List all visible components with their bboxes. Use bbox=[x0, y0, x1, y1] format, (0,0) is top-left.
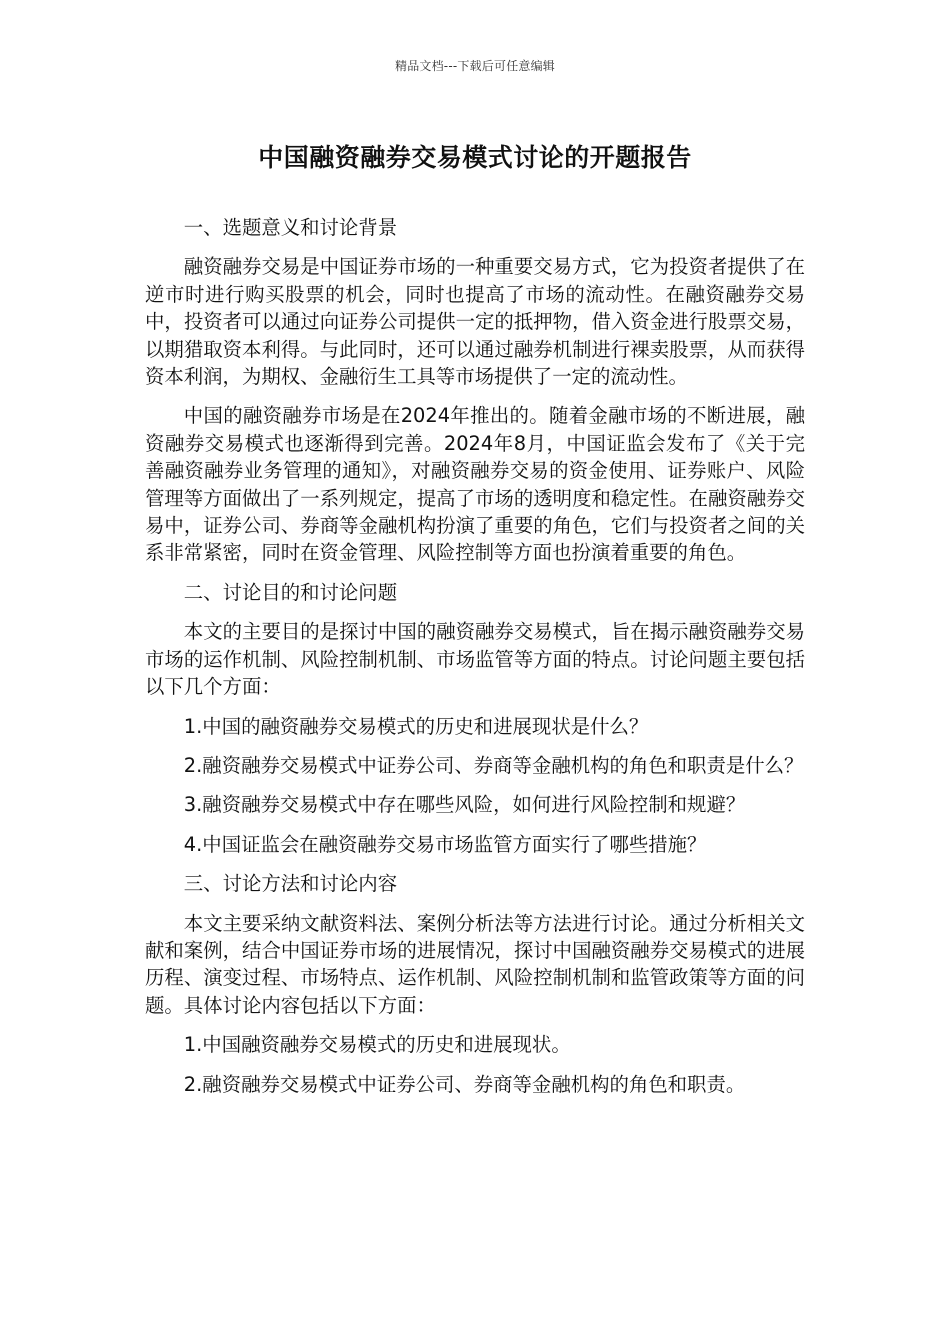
section-heading-2: 二、讨论目的和讨论问题 bbox=[183, 580, 398, 604]
header-watermark: 精品文档---下载后可任意编辑 bbox=[395, 59, 555, 73]
paragraph: 中国的融资融券市场是在2024年推出的。随着金融市场的不断进展，融资融券交易模式也逐渐得到完善。2024年8月，中国证监会发布了《关于完善融资融券业务管理的通知》，对融资融券交易的资金使用、证券账户、风险管理等方面做出了一系列规定，提高了市场的透明度和稳定性。在融资融券交易中，证券公司、券商等金融机构扮演了重要的角色，它们与投资者之间的关系非常紧密，同时在资金管理、风险控制等方面也扮演着重要的角色。 bbox=[145, 404, 805, 565]
document-title: 中国融资融券交易模式讨论的开题报告 bbox=[258, 143, 692, 172]
section-heading-3: 三、讨论方法和讨论内容 bbox=[183, 872, 398, 896]
document-body bbox=[145, 214, 805, 1110]
paragraph: 本文主要采纳文献资料法、案例分析法等方法进行讨论。通过分析相关文献和案例，结合中国证券市场的进展情况，探讨中国融资融券交易模式的进展历程、演变过程、市场特点、运作机制、风险控制机制和监管政策等方面的问题。具体讨论内容包括以下方面： bbox=[145, 911, 805, 1017]
content-item: 1.中国融资融券交易模式的历史和进展现状。 bbox=[183, 1033, 571, 1057]
content-item: 2.融资融券交易模式中证券公司、券商等金融机构的角色和职责。 bbox=[183, 1072, 746, 1096]
question-item: 2.融资融券交易模式中证券公司、券商等金融机构的角色和职责是什么？ bbox=[183, 753, 804, 777]
question-item: 4.中国证监会在融资融券交易市场监管方面实行了哪些措施？ bbox=[183, 832, 707, 856]
paragraph: 本文的主要目的是探讨中国的融资融券交易模式，旨在揭示融资融券交易市场的运作机制、风险控制机制、市场监管等方面的特点。讨论问题主要包括以下几个方面： bbox=[145, 620, 805, 699]
question-item: 1.中国的融资融券交易模式的历史和进展现状是什么？ bbox=[183, 714, 649, 738]
question-item: 3.融资融券交易模式中存在哪些风险，如何进行风险控制和规避？ bbox=[183, 793, 746, 817]
section-heading-1: 一、选题意义和讨论背景 bbox=[183, 216, 398, 239]
paragraph: 融资融券交易是中国证券市场的一种重要交易方式，它为投资者提供了在逆市时进行购买股票的机会，同时也提高了市场的流动性。在融资融券交易中，投资者可以通过向证券公司提供一定的抵押物，借入资金进行股票交易，以期猎取资本利得。与此同时，还可以通过融券机制进行裸卖股票，从而获得资本利润，为期权、金融衍生工具等市场提供了一定的流动性。 bbox=[145, 255, 805, 389]
